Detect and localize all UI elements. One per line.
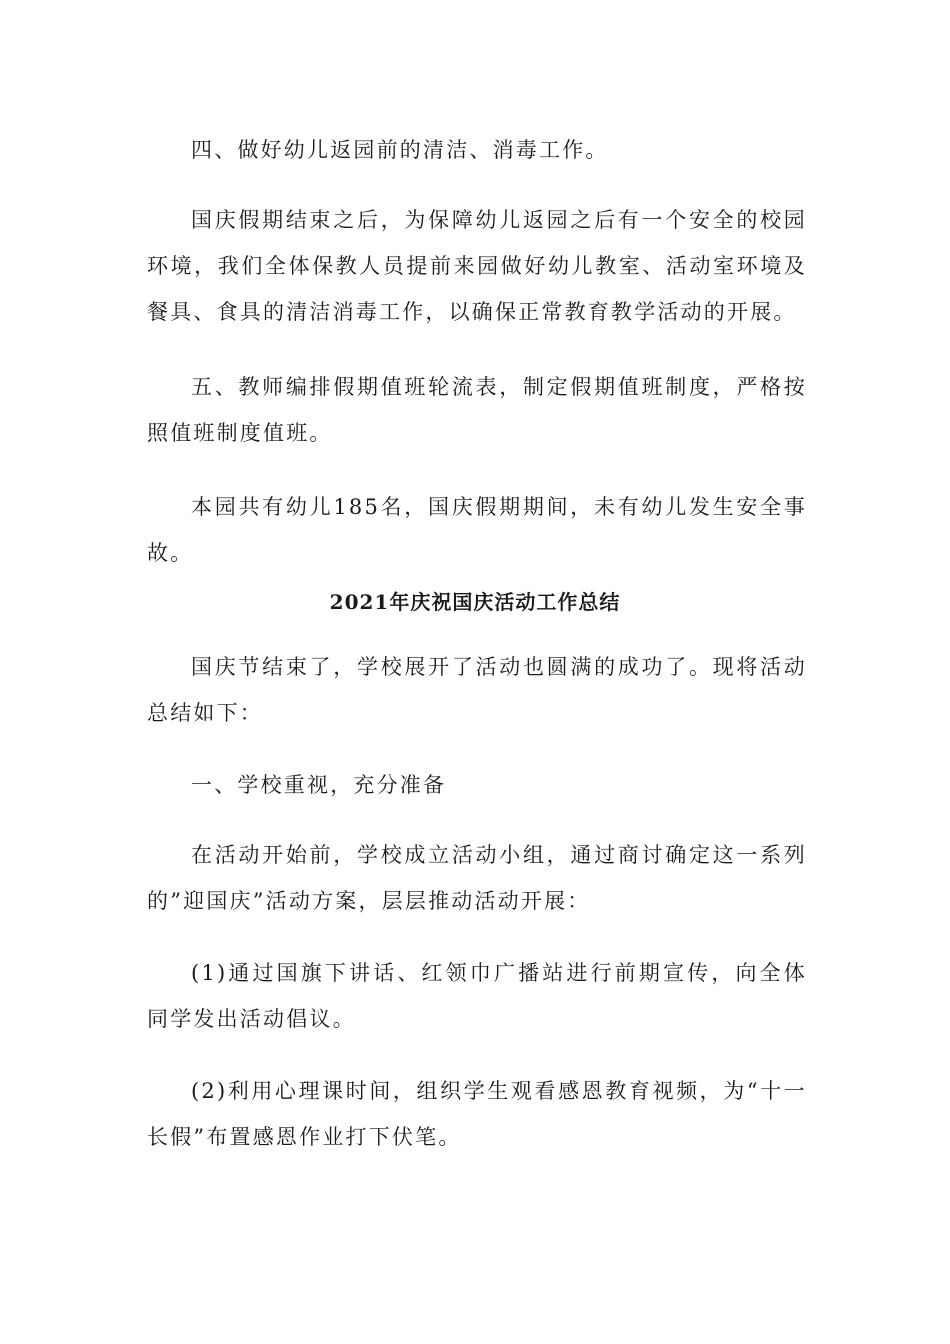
paragraph-item-two: (2)利用心理课时间，组织学生观看感恩教育视频，为“十一长假”布置感恩作业打下伏笔。 (147, 1079, 807, 1149)
paragraph-section-five: 五、教师编排假期值班轮流表，制定假期值班制度，严格按照值班制度值班。 (147, 375, 807, 445)
paragraph-summary-intro: 国庆节结束了，学校展开了活动也圆满的成功了。现将活动总结如下： (147, 655, 807, 725)
paragraph-enrollment-safety: 本园共有幼儿185名，国庆假期期间，未有幼儿发生安全事故。 (147, 495, 807, 565)
paragraph-preparation: 在活动开始前，学校成立活动小组，通过商讨确定这一系列的”迎国庆”活动方案，层层推动活动开展： (147, 843, 807, 913)
paragraph-section-four: 四、做好幼儿返园前的清洁、消毒工作。 (191, 138, 609, 162)
paragraph-item-one: (1)通过国旗下讲话、红领巾广播站进行前期宣传，向全体同学发出活动倡议。 (147, 961, 807, 1031)
document-title: 2021年庆祝国庆活动工作总结 (329, 590, 621, 614)
paragraph-section-one-heading: 一、学校重视，充分准备 (191, 773, 447, 797)
paragraph-cleaning-details: 国庆假期结束之后，为保障幼儿返园之后有一个安全的校园环境，我们全体保教人员提前来园做好幼儿教室、活动室环境及餐具、食具的清洁消毒工作，以确保正常教育教学活动的开展。 (147, 208, 807, 324)
